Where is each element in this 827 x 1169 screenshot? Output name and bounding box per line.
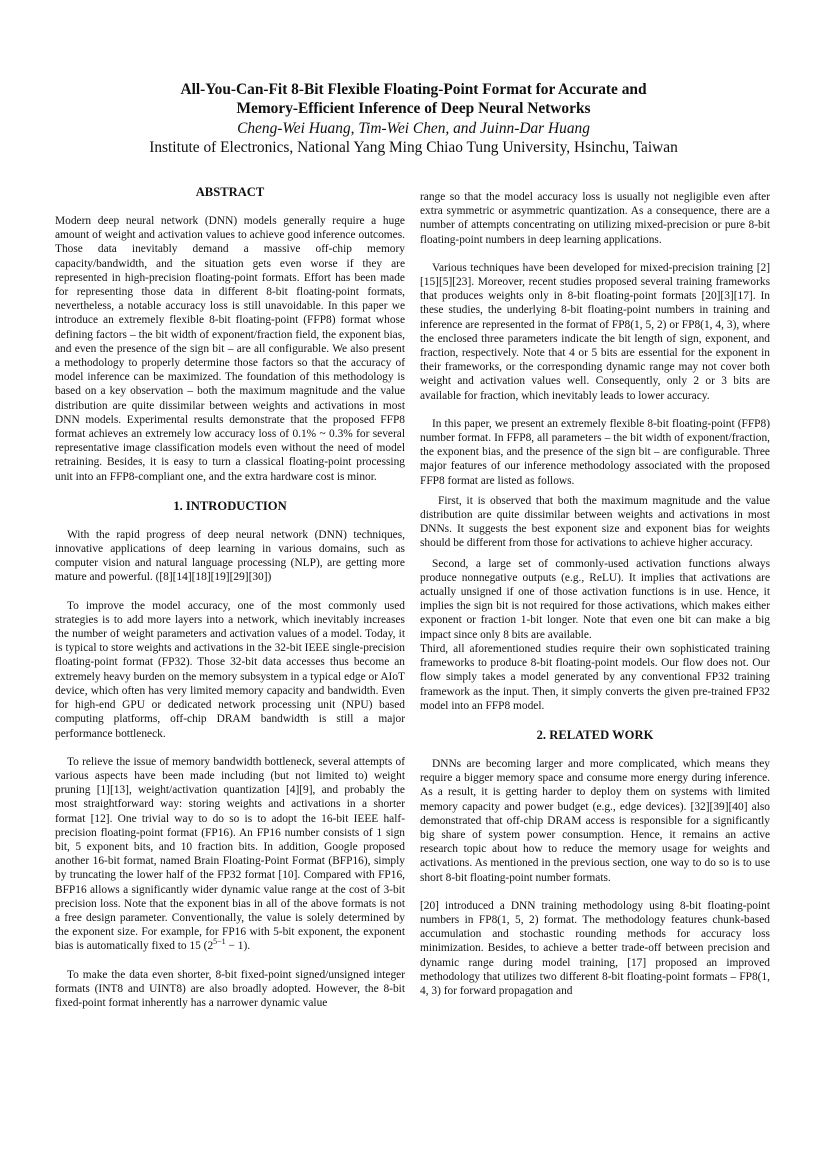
intro-paragraph-3: [55, 755, 405, 954]
authors: Cheng-Wei Huang, Tim-Wei Chen, and Juinn-Dar Huang: [237, 120, 590, 137]
affiliation: Institute of Electronics, National Yang Ming Chiao Tung University, Hsinchu, Taiwan: [149, 139, 678, 156]
related-paragraph-1: DNNs are becoming larger and more complicated, which means they require a bigger memory space and consume more energy during inference. As a result, it is getting harder to deploy them on systems with limited memory capacity and power budget (e.g., edge devices). [32][39][40] also demonstrated that off-chip DRAM access is responsible for a significantly big share of system power consumption. Hence, it remains an active research topic about how to reduce the memory usage for weights and activations. As mentioned in the previous section, one way to do so is to use short 8-bit floating-point number formats.: [420, 757, 770, 884]
paper-title-line-1: All-You-Can-Fit 8-Bit Flexible Floating-Point Format for Accurate and: [180, 81, 647, 98]
related-work-heading: 2. RELATED WORK: [536, 727, 654, 742]
right-paragraph-in-this-paper: In this paper, we present an extremely flexible 8-bit floating-point (FFP8) number format. In FFP8, all parameters – the bit width of exponent/fraction, the exponent bias, and the presence of the sign bit – are configurable. Three major features of our inference methodology associated with the proposed FFP8 format are listed as follows.: [420, 417, 770, 487]
intro-paragraph-4: To make the data even shorter, 8-bit fixed-point signed/unsigned integer formats (INT8 and UINT8) are also broadly adopted. However, the 8-bit fixed-point format inherently has a narrower dynamic value: [55, 968, 405, 1009]
right-column: [420, 190, 770, 998]
right-paragraph-third: Third, all aforementioned studies require their own sophisticated training frameworks to produce 8-bit floating-point models. Our flow does not. Our flow simply takes a model generated by any conventional FP32 training framework as the input. Then, it simply converts the given pre-trained FP32 model into an FFP8 model.: [420, 642, 770, 712]
right-paragraph-various: Various techniques have been developed for mixed-precision training [2][15][5][23]. Moreover, recent studies proposed several training frameworks that produces weights only in 8-bit floating-point formats [20][3][17]. In these studies, the underlying 8-bit floating-point numbers in training and inference are represented in the format of FP8(1, 5, 2) or FP8(1, 4, 3), where the enclosed three parameters indicate the bit length of sign, exponent, and fraction, respectively. Note that 4 or 5 bits are essential for the exponent in their frameworks, or the corresponding dynamic range may not cover both weight and activation values well. Consequently, only 2 or 3 bits are available for fraction, which inevitably leads to lower accuracy.: [420, 261, 770, 402]
left-column: [55, 184, 405, 1010]
abstract-text: Modern deep neural network (DNN) models generally require a huge amount of weight and activation values to achieve good inference outcomes. Those data inevitably demand a massive off-chip memory capacity/bandwidth, and the situation gets even worse if they are represented in high-precision floating-point formats. Effort has been made for representing those data in different 8-bit floating-point formats, nevertheless, a notable accuracy loss is still unavoidable. In this paper we introduce an extremely flexible 8-bit floating-point (FFP8) format whose defining factors – the bit width of exponent/fraction field, the exponent bias, and even the presence of the sign bit – are all configurable. We also present a methodology to properly determine those factors so that the accuracy of model inference can be maximized. The foundation of this methodology is based on a key observation – both the maximum magnitude and the value distribution are quite dissimilar between weights and activations in most DNN models. Experimental results demonstrate that the proposed FFP8 format achieves an extremely low accuracy loss of 0.1% ~ 0.3% for several representative image classification models even without the need of model retraining. Besides, it is easy to turn a classical floating-point processing unit into an FFP8-compliant one, and the extra hardware cost is minor.: [55, 215, 405, 483]
intro-paragraph-3-main: To relieve the issue of memory bandwidth bottleneck, several attempts of various aspects have been made including (but not limited to) weight pruning [1][13], weight/activation quantization [4][9], and probably the most straightforward way: storing weights and activations in a shorter format [12]. One trivial way to do so is to adopt the 16-bit IEEE half-precision floating-point format (FP16). An FP16 number consists of 1 sign bit, 5 exponent bits, and 10 fraction bits. In addition, Google proposed another 16-bit format, named Brain Floating-Point Format (BFP16), simply by truncating the lower half of the FP32 format [10]. Compared with FP16, BFP16 allows a significantly wider dynamic value range at the cost of 3-bit precision loss. Note that the exponent bias in all of the above formats is not a free design parameter. Conventionally, the value is solely determined by the exponent size. For example, for FP16 with 5-bit exponent, the exponent bias is automatically fixed to 15 (2: [55, 755, 405, 953]
intro-paragraph-2: To improve the model accuracy, one of the most commonly used strategies is to add more layers into a network, which inevitably increases the number of weight parameters and activation values of a model. Today, it is typical to store weights and activations in the 32-bit IEEE single-precision floating-point format (FP32). Those 32-bit data accesses thus become an extremely heavy burden on the memory subsystem in a typical edge or AIoT device, which often has very limited memory capacity and bandwidth. Even for high-end GPU or dedicated network processing unit (NPU) based computing platforms, off-chip DRAM bandwidth is still a major performance bottleneck.: [55, 599, 405, 740]
intro-paragraph-3-tail: − 1).: [225, 940, 251, 953]
right-paragraph-continued: range so that the model accuracy loss is usually not negligible even after extra symmetric or asymmetric quantization. As a consequence, there are a number of attempts concentrating on utilizing mixed-precision or pure 8-bit floating-point numbers in deep learning applications.: [420, 191, 770, 246]
introduction-heading: 1. INTRODUCTION: [173, 498, 287, 513]
right-paragraph-second: Second, a large set of commonly-used activation functions always produce nonnegative outputs (e.g., ReLU). It implies that activations are actually unsigned if one of those activation functions is in use. Hence, it implies the sign bit is not required for those activations, which makes either exponent or fraction 1-bit longer. Note that even one bit can make a big impact since only 8 bits are available.: [420, 557, 770, 641]
right-paragraph-first: First, it is observed that both the maximum magnitude and the value distribution are quite dissimilar between weights and activations in most DNNs. It suggests the best exponent size and exponent bias for weights should be different from those for activations to achieve higher accuracy.: [420, 494, 770, 550]
exponent-superscript: 5−1: [213, 937, 226, 947]
abstract-heading: ABSTRACT: [195, 185, 265, 199]
related-paragraph-2: [20] introduced a DNN training methodology using 8-bit floating-point numbers in FP8(1, 5, 2) format. The methodology features chunk-based accumulation and stochastic rounding methods for accuracy loss minimization. Besides, to achieve a better trade-off between precision and dynamic range during model training, [17] proposed an improved methodology that utilizes two different 8-bit floating-point formats – FP8(1, 4, 3) for forward propagation and: [420, 899, 770, 997]
intro-paragraph-1: With the rapid progress of deep neural network (DNN) techniques, innovative applications of deep learning in various domains, such as computer vision and natural language processing (NLP), are getting more mature and powerful. ([8][14][18][19][29][30]): [55, 528, 405, 584]
paper-title-line-2: Memory-Efficient Inference of Deep Neural Networks: [236, 100, 591, 117]
